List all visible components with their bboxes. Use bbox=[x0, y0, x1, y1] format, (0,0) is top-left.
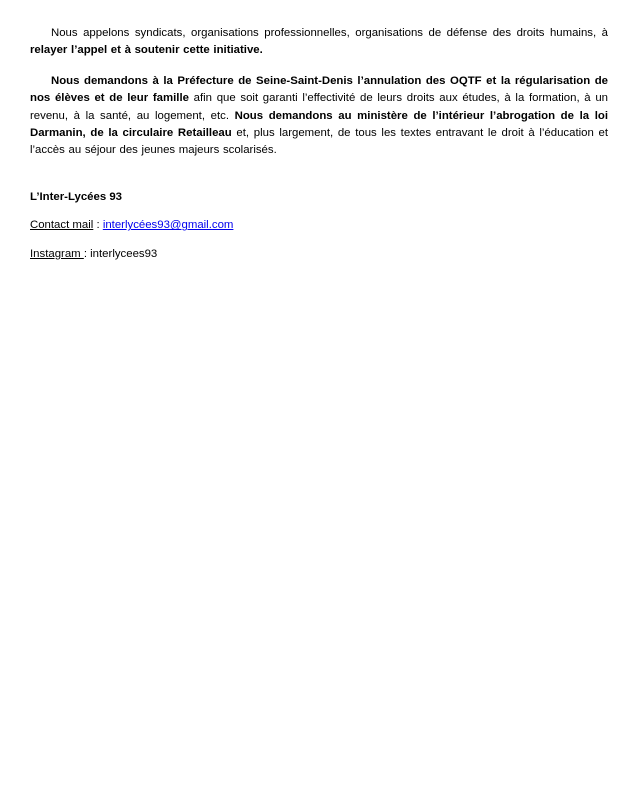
appeal-paragraph bbox=[30, 25, 608, 60]
demands-text-normal-1: afin que soit garanti l’effectivité de leurs droits aux études, à la formation, à un revenu, à la santé, au logement, etc. bbox=[30, 92, 608, 122]
demands-text-normal-2: et, plus largement, de tous les textes entravant le droit à l’éducation et l’accès au séjour des jeunes majeurs scolarisés. bbox=[30, 127, 608, 157]
appeal-text-normal: Nous appelons syndicats, organisations professionnelles, organisations de défense des droits humains, à bbox=[51, 27, 608, 39]
org-name: L’Inter-Lycées 93 bbox=[30, 190, 123, 203]
demands-text-bold-2: Nous demandons au ministère de l’intérieur l’abrogation de la loi Darmanin, de la circulaire Retailleau bbox=[30, 109, 608, 140]
contact-line bbox=[30, 217, 608, 234]
demands-text-bold-1: Nous demandons à la Préfecture de Seine-Saint-Denis l’annulation des OQTF et la régularisation de nos élèves et de leur famille bbox=[30, 74, 608, 105]
appeal-text-bold: relayer l’appel et à soutenir cette initiative. bbox=[30, 44, 263, 57]
email-link[interactable]: interlycées93@gmail.com bbox=[102, 219, 234, 232]
instagram-line bbox=[30, 246, 608, 263]
contact-separator: : bbox=[93, 219, 103, 232]
instagram-separator: : bbox=[83, 247, 91, 260]
instagram-handle: interlycees93 bbox=[90, 247, 158, 260]
instagram-label: Instagram bbox=[30, 247, 84, 260]
demands-paragraph bbox=[30, 73, 608, 160]
contact-mail-label: Contact mail bbox=[30, 219, 94, 232]
